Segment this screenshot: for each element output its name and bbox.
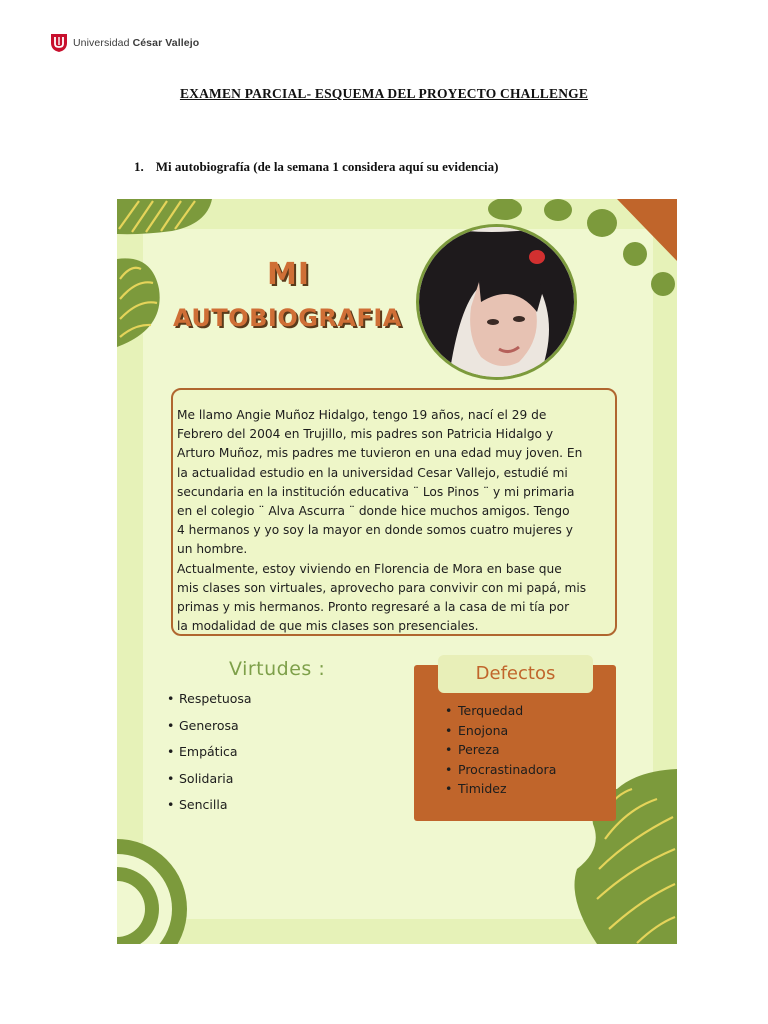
portrait-image [419, 227, 574, 377]
virtue-item: • Empática [167, 744, 252, 771]
university-logo [50, 33, 199, 53]
defect-item: • Terquedad [445, 703, 556, 723]
defect-item: • Timidez [445, 781, 556, 801]
defect-item: • Procrastinadora [445, 762, 556, 782]
autobiography-poster [117, 199, 677, 944]
virtue-item: • Respetuosa [167, 691, 252, 718]
document-title: EXAMEN PARCIAL- ESQUEMA DEL PROYECTO CHALLENGE [179, 86, 589, 101]
section-heading [134, 159, 498, 175]
defect-item: • Enojona [445, 723, 556, 743]
defects-list [445, 703, 556, 801]
portrait-photo [416, 224, 577, 380]
poster-title-mi: MI [267, 257, 311, 292]
virtue-item: • Generosa [167, 718, 252, 745]
biography-box [171, 388, 617, 636]
virtue-item: • Solidaria [167, 771, 252, 798]
virtue-item: • Sencilla [167, 797, 252, 824]
biography-text: Me llamo Angie Muñoz Hidalgo, tengo 19 años, nací el 29 de Febrero del 2004 en Trujillo, mis padres son Patricia Hidalgo y Arturo Muñoz, mis padres me tuvieron en una edad muy joven. En la actualidad estudio en la universidad Cesar Vallejo, estudié mi secundaria en la institución educativa ¨ Los Pinos ¨ y mi primaria en el colegio ¨ Alva Ascurra ¨ donde hice muchos amigos. Tengo 4 hermanos y yo soy la mayor en donde somos cuatro mujeres y un hombre. Actualmente, estoy viviendo en Florencia de Mora en base que mis clases son virtuales, aprovecho para convivir con mi papá, mis primas y mis hermanos. Pronto regresaré a la casa de mi tía por la modalidad de que mis clases son presenciales. [177, 408, 587, 634]
defects-heading: Defectos [475, 663, 556, 684]
virtues-list [167, 691, 252, 824]
poster-title-autobiografia: AUTOBIOGRAFIA [173, 304, 402, 332]
ucv-logo-icon [50, 33, 68, 53]
virtues-heading: Virtudes : [229, 658, 326, 680]
section-heading-text: Mi autobiografía (de la semana 1 considera aquí su evidencia) [155, 159, 499, 174]
defect-item: • Pereza [445, 742, 556, 762]
section-number: 1. [134, 159, 144, 174]
logo-text: Universidad César Vallejo [73, 37, 200, 49]
